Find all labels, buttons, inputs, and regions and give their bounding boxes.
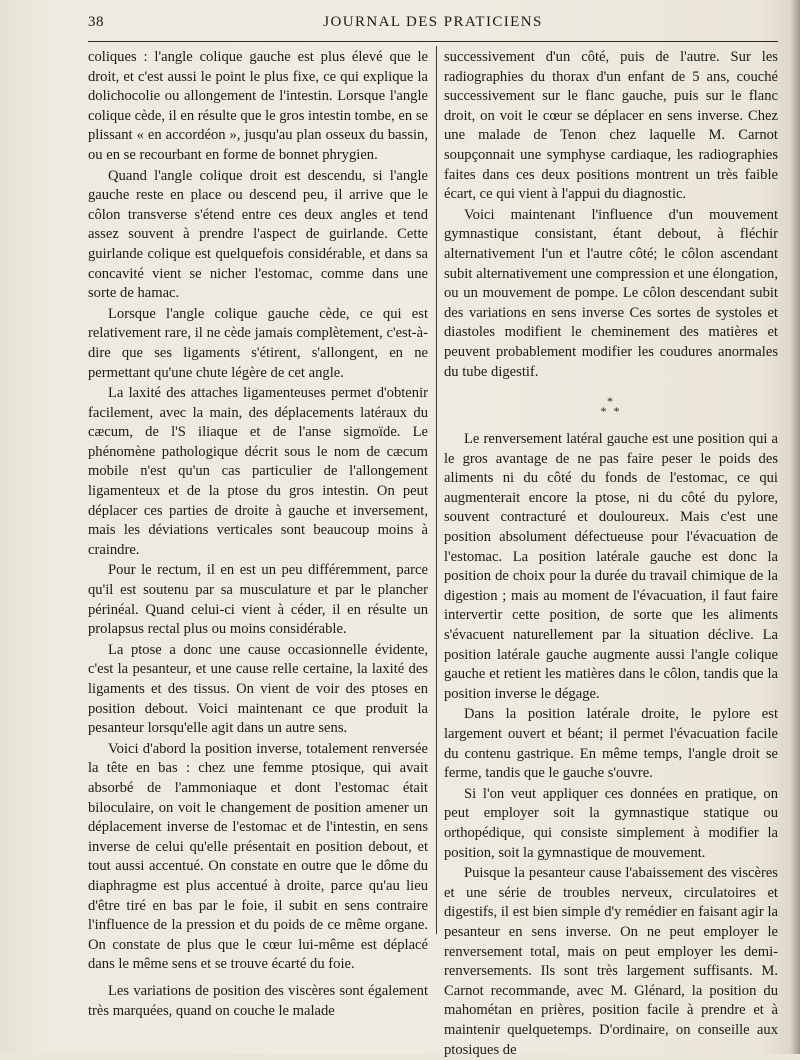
paragraph: La ptose a donc une cause occasionnelle évidente, c'est la pesanteur, et une cause relle certaine, la laxité des ligaments et des tissus. On vient de voir des ptoses en position debout. Voici maintenant ce que produit la pesanteur lorsqu'elle agit dans un autre sens. <box>88 641 428 737</box>
page-number: 38 <box>88 14 104 30</box>
column-divider <box>436 46 437 934</box>
paragraph: Les variations de position des viscères sont également très marquées, quand on couche le malade <box>88 982 428 1019</box>
header-rule <box>88 41 778 42</box>
paragraph: Dans la position latérale droite, le pylore est largement ouvert et béant; il permet l'évacuation facile du contenu gastrique. En même temps, l'angle droit se ferme, tandis que le gauche s'ouvre. <box>444 706 778 782</box>
paragraph: Quand l'angle colique droit est descendu, si l'angle gauche reste en place ou descend peu, il arrive que le côlon transverse s'étend entre ces deux angles et tend assez souvent à prendre l'aspect de guirlande. Cette guirlande colique est quelquefois considérable, et dans sa concavité vient se nicher l'estomac, comme dans une sorte de hamac. <box>88 167 428 302</box>
paragraph: Si l'on veut appliquer ces données en pratique, on peut employer soit la gymnastique statique ou orthopédique, qui consiste simplement à modifier la position, soit la gymnastique de mouvement. <box>444 785 778 861</box>
paragraph: Voici maintenant l'influence d'un mouvement gymnastique consistant, étant debout, à fléchir alternativement l'un et l'autre côté; le côlon ascendant subit alternativement une compression et une élongation, ou un mouvement de pompe. Le côlon descendant subit des variations en sens inverse Ces sortes de systoles et diastoles modifient le cheminement des matières et peuvent probablement modifier les coudures anormales du tube digestif. <box>444 206 778 380</box>
paragraph: successivement d'un côté, puis de l'autre. Sur les radiographies du thorax d'un enfant de 5 ans, couché successivement sur le flanc gauche, puis sur le flanc droit, on voit le cœur se déplacer en sens inverse. Chez une malade de Tenon chez laquelle M. Carnot soupçonnait une symphyse cardiaque, les radiographies faites dans ces deux positions montrent un très faible écart, ce qui vient à l'appui du diagnostic. <box>444 49 778 203</box>
section-asterism <box>444 394 778 419</box>
paragraph: coliques : l'angle colique gauche est plus élevé que le droit, et c'est aussi le point le plus fixe, ce qui explique la dolichocolie ou allongement de l'intestin. Lorsque l'angle colique cède, il en résulte que le gros intestin tombe, en se plissant « en accordéon », jusqu'au plan osseux du bassin, ou en se recourbant en forme de bonnet phrygien. <box>88 49 429 163</box>
paragraph: Lorsque l'angle colique gauche cède, ce qui est relativement rare, il ne cède jamais complètement, c'est-à-dire que ses ligaments s'étirent, s'allongent, en ne permettant qu'une chute légère de cet angle. <box>88 305 428 381</box>
paragraph: La laxité des attaches ligamenteuses permet d'obtenir facilement, avec la main, des déplacements latéraux du cæcum, de l'S iliaque et de l'anse sigmoïde. Le phénomène pathologique décrit sous le nom de cæcum mobile n'est qu'un cas particulier de l'allongement ligamenteux et de la ptose du gros intestin. On peut déplacer ces parties de droite à gauche et inversement, mais les déviations verticales sont beaucoup moins à craindre. <box>88 385 428 558</box>
asterism-right: * <box>613 404 622 419</box>
running-title: JOURNAL DES PRATICIENS <box>323 14 543 30</box>
paragraph: Voici d'abord la position inverse, totalement renversée la tête en bas : chez une femme ptosique, qui avait absorbé de l'ammoniaque et dont l'estomac était biloculaire, on voit le changement de position amener un déplacement inverse de l'estomac et de l'intestin, en sens inverse de celui qu'elle présentait en position debout, et tout aussi accentué. On constate en outre que le dôme du diaphragme est plus accentué à droite, parce qu'au lieu d'être tiré en bas par le foie, il subit en sens contraire l'influence de la pression et du poids de ce même organe. On constate de plus que le cœur lui-même est déplacé dans le même sens et se trouve écarté du foie. <box>88 740 428 973</box>
asterism-left: * <box>600 404 609 419</box>
asterism-top: * <box>607 394 615 409</box>
paragraph: Puisque la pesanteur cause l'abaissement des viscères et une série de troubles nerveux, circulatoires et digestifs, il est bien simple d'y remédier en faisant agir la pesanteur en sens inverse. On ne peut employer le renversement total, mais on peut employer les demi-renversements. Ils sont très largement suffisants. M. Carnot recommande, avec M. Glénard, la position du mahométan en prières, position facile à prendre et à maintenir quelquetemps. D'ordinaire, on conseille aux ptosiques de <box>444 865 778 1058</box>
paragraph: Pour le rectum, il en est un peu différemment, parce qu'il est soutenu par sa musculature et par le plancher périnéal. Quand celui-ci vient à céder, il en résulte un prolapsus rectal plus ou moins considérable. <box>88 562 428 638</box>
left-column <box>88 48 428 1021</box>
asterism-bottom <box>444 404 778 419</box>
right-column <box>444 48 778 1060</box>
page-edge-shadow <box>790 0 800 1054</box>
paragraph: Le renversement latéral gauche est une position qui a le gros avantage de ne pas faire peser le poids des aliments ni du côté du fonds de l'estomac, ce qui augmenterait encore la ptose, ni du côté du pylore, souvent contracturé et douloureux. Mais c'est une position absolument défectueuse pour l'évacuation de l'estomac. La position latérale gauche est donc la position de choix pour la durée du travail chimique de la digestion ; mais au moment de l'évacuation, il faut faire intervertir cette position, de sorte que les aliments s'évacuent naturellement par la situation déclive. La position latérale gauche augmente aussi l'angle colique gauche et retient les matières dans le côlon, tandis que la position inverse le dégage. <box>444 431 778 702</box>
page-header <box>88 14 778 40</box>
